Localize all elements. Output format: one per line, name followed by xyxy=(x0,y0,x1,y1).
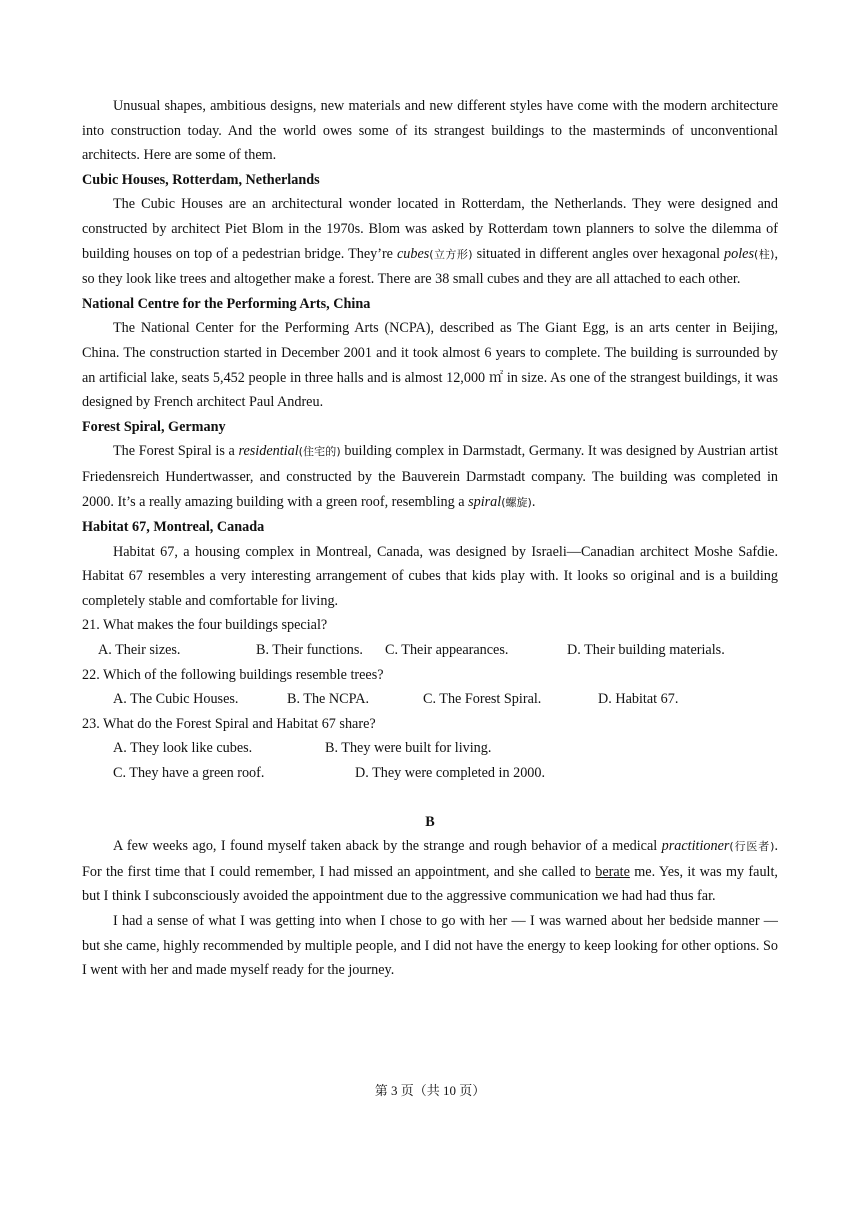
text-segment: The Cubic Houses are an architectural wonder located in Rotterdam, the Netherlands. They were designed and constructed by architect Piet Blom in the 1970s. Blom was asked by Rotterdam town planners to solve the dilemma of building houses on top of a pedestrian bridge. They’re xyxy=(82,196,778,262)
vocab-word: poles xyxy=(724,245,754,262)
heading-habitat-67: Habitat 67, Montreal, Canada xyxy=(82,519,265,536)
option-b[interactable]: B. The NCPA. xyxy=(287,691,369,708)
paragraph-forest-spiral xyxy=(82,439,778,515)
text-segment: me. Yes, it was my fault, but I think I subconsciously avoided the appointment due to the aggressive communication we had had thus far. xyxy=(82,863,778,905)
option-c[interactable]: C. The Forest Spiral. xyxy=(423,691,542,708)
page-content xyxy=(82,94,778,983)
vocab-word: practitioner xyxy=(661,838,730,855)
question-23-options-row-1 xyxy=(82,736,778,761)
chinese-gloss: (住宅的) xyxy=(298,445,341,459)
intro-paragraph: Unusual shapes, ambitious designs, new materials and new different styles have come with the modern architecture into construction today. And the world owes some of its strangest buildings to the masterminds of unconventional architects. Here are some of them. xyxy=(82,98,778,164)
chinese-gloss: (螺旋) xyxy=(501,495,532,509)
text-segment: A few weeks ago, I found myself taken aback by the strange and rough behavior of a medical xyxy=(113,838,662,855)
heading-forest-spiral: Forest Spiral, Germany xyxy=(82,418,226,435)
vocab-word: residential xyxy=(238,443,299,460)
vocab-word: cubes xyxy=(396,245,430,262)
option-c[interactable]: C. Their appearances. xyxy=(385,642,509,659)
section-b-paragraph-1 xyxy=(82,834,778,909)
option-d[interactable]: D. Habitat 67. xyxy=(598,691,679,708)
text-segment: , so they look like trees and altogether make a forest. There are 38 small cubes and they are all attached to each other. xyxy=(82,245,778,288)
section-b-paragraph-2: I had a sense of what I was getting into when I chose to go with her — I was warned about her bedside manner — but she came, highly recommended by multiple people, and I did not have the energy to keep looking for other options. So I went with her and made myself ready for the journey. xyxy=(82,913,778,979)
text-segment: building complex in Darmstadt, Germany. It was designed by Austrian artist Friedensreich Hundertwasser, and constructed by the Bauverein Darmstadt company. The building was completed in 2000. It’s a really amazing building with a green roof, resembling a xyxy=(82,443,778,510)
text-segment: situated in different angles over hexagonal xyxy=(472,245,725,262)
paragraph-habitat-67: Habitat 67, a housing complex in Montreal, Canada, was designed by Israeli—Canadian architect Moshe Safdie. Habitat 67 resembles a very interesting arrangement of cubes that kids play with. It looks so original and is a building completely stable and comfortable for living. xyxy=(82,543,778,609)
option-c[interactable]: C. They have a green roof. xyxy=(113,765,265,782)
section-b-title: B xyxy=(425,813,435,830)
text-segment: The Forest Spiral is a xyxy=(113,443,239,460)
paragraph-cubic-houses xyxy=(82,192,778,291)
text-segment: . For the first time that I could remember, I had missed an appointment, and she called to xyxy=(82,838,778,880)
heading-ncpa: National Centre for the Performing Arts, China xyxy=(82,295,371,312)
question-21: 21. What makes the four buildings special? xyxy=(82,617,328,634)
chinese-gloss: (立方形) xyxy=(429,247,473,261)
option-d[interactable]: D. Their building materials. xyxy=(567,642,725,659)
option-a[interactable]: A. Their sizes. xyxy=(98,642,181,659)
question-22: 22. Which of the following buildings resemble trees? xyxy=(82,666,384,683)
chinese-gloss: (柱) xyxy=(753,247,775,261)
heading-cubic-houses: Cubic Houses, Rotterdam, Netherlands xyxy=(82,171,320,188)
option-a[interactable]: A. The Cubic Houses. xyxy=(113,691,239,708)
option-a[interactable]: A. They look like cubes. xyxy=(113,740,253,757)
chinese-gloss: (行医者) xyxy=(729,840,775,854)
question-23-options-row-2 xyxy=(82,761,778,786)
question-21-options xyxy=(82,638,778,663)
underlined-word: berate xyxy=(595,863,630,880)
option-b[interactable]: B. They were built for living. xyxy=(325,740,492,757)
vocab-word: spiral xyxy=(468,493,502,510)
page-number-footer: 第 3 页（共 10 页） xyxy=(374,1083,486,1098)
question-22-options xyxy=(82,687,778,712)
option-d[interactable]: D. They were completed in 2000. xyxy=(355,765,546,782)
paragraph-ncpa: The National Center for the Performing Arts (NCPA), described as The Giant Egg, is an arts center in Beijing, China. The construction started in December 2001 and it took almost 6 years to complete. The building is surrounded by an artificial lake, seats 5,452 people in three halls and is almost 12,000 ㎡ in size. As one of the strangest buildings, it was designed by French architect Paul Andreu. xyxy=(82,320,778,411)
option-b[interactable]: B. Their functions. xyxy=(256,642,363,659)
text-segment: . xyxy=(531,493,536,510)
question-23: 23. What do the Forest Spiral and Habitat 67 share? xyxy=(82,715,376,732)
